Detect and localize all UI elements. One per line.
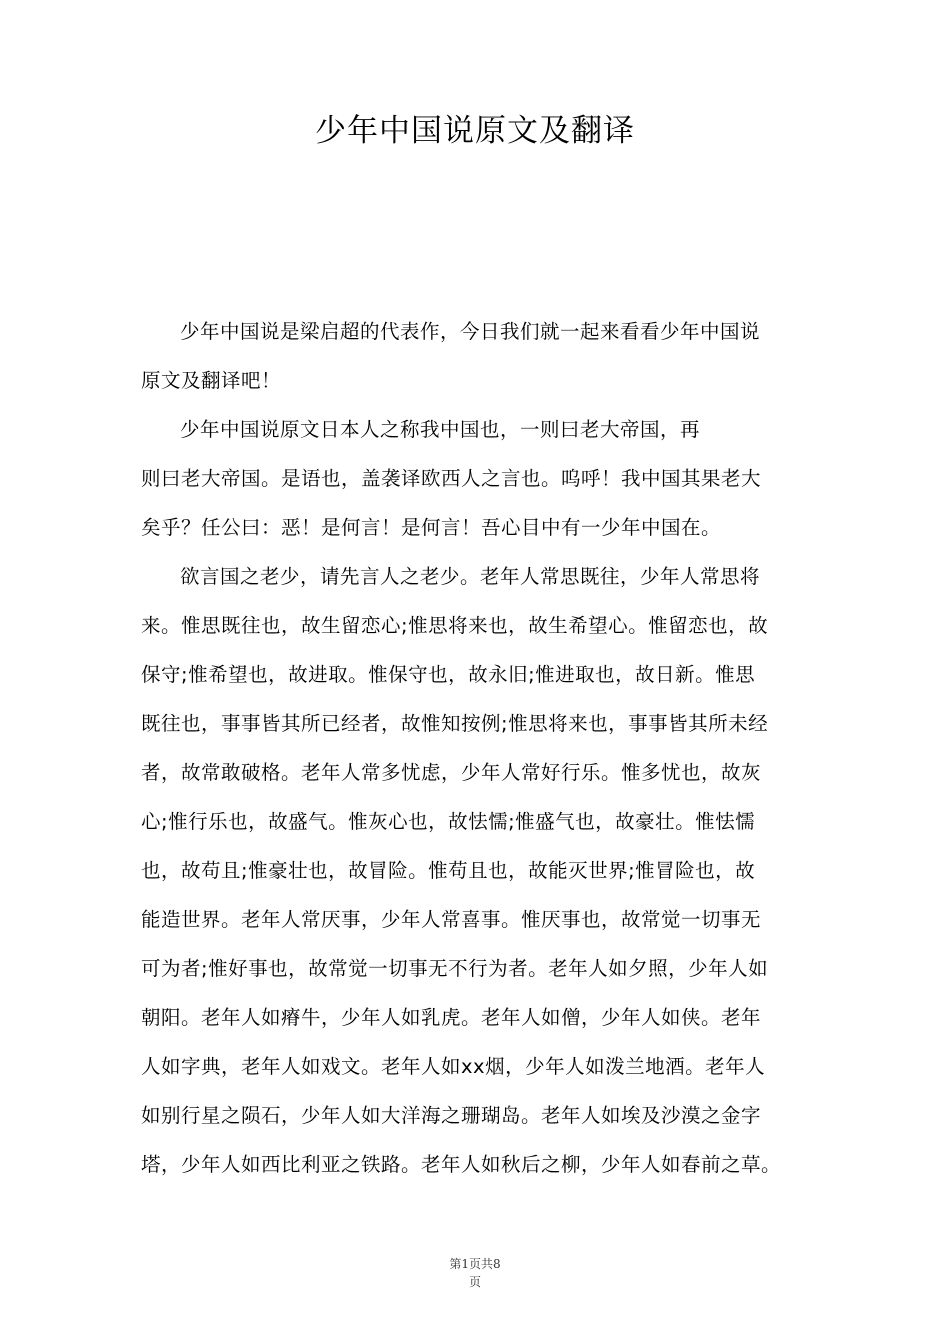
text-line: 保守;惟希望也，故进取。惟保守也，故永旧;惟进取也，故日新。惟思: [141, 663, 756, 686]
text-line: 来。惟思既往也，故生留恋心;惟思将来也，故生希望心。惟留恋也，故: [141, 614, 769, 637]
text-line: 如别行星之陨石，少年人如大洋海之珊瑚岛。老年人如埃及沙漠之金字: [141, 1104, 762, 1127]
text-line: 者，故常敢破格。老年人常多忧虑，少年人常好行乐。惟多忧也，故灰: [141, 761, 762, 784]
document-body: [141, 307, 811, 1189]
page-footer: [0, 1255, 950, 1291]
text-line: 可为者;惟好事也，故常觉一切事无不行为者。老年人如夕照，少年人如: [141, 957, 769, 980]
text-line: 则曰老大帝国。是语也，盖袭译欧西人之言也。呜呼！我中国其果老大: [141, 467, 762, 490]
text-line: 少年中国说原文日本人之称我中国也，一则曰老大帝国，再: [180, 418, 701, 441]
text-line: 能造世界。老年人常厌事，少年人常喜事。惟厌事也，故常觉一切事无: [141, 908, 762, 931]
page-number-line-1: 第1页共8: [449, 1257, 501, 1271]
page-number-line-2: 页: [468, 1275, 481, 1289]
text-line: 矣乎？任公曰：恶！是何言！是何言！吾心目中有一少年中国在。: [141, 516, 722, 539]
text-line: 也，故苟且;惟豪壮也，故冒险。惟苟且也，故能灭世界;惟冒险也，故: [141, 859, 756, 882]
text-line: 既往也，事事皆其所已经者，故惟知按例;惟思将来也，事事皆其所未经: [141, 712, 769, 735]
body-paragraph: [141, 552, 811, 1189]
document-title: 少年中国说原文及翻译: [315, 113, 635, 149]
text-line: 塔，少年人如西比利亚之铁路。老年人如秋后之柳，少年人如春前之草。: [141, 1153, 782, 1176]
text-line: 少年中国说是梁启超的代表作，今日我们就一起来看看少年中国说: [180, 320, 761, 343]
intro-paragraph: [141, 307, 811, 405]
text-line: 欲言国之老少，请先言人之老少。老年人常思既往，少年人常思将: [180, 565, 761, 588]
text-line: 心;惟行乐也，故盛气。惟灰心也，故怯懦;惟盛气也，故豪壮。惟怯懦: [141, 810, 756, 833]
text-line: 朝阳。老年人如瘠牛，少年人如乳虎。老年人如僧，少年人如侠。老年: [141, 1006, 762, 1029]
text-line: 人如字典，老年人如戏文。老年人如xx烟，少年人如泼兰地酒。老年人: [141, 1055, 766, 1078]
original-text-paragraph: [141, 405, 811, 552]
text-line: 原文及翻译吧！: [141, 369, 282, 392]
